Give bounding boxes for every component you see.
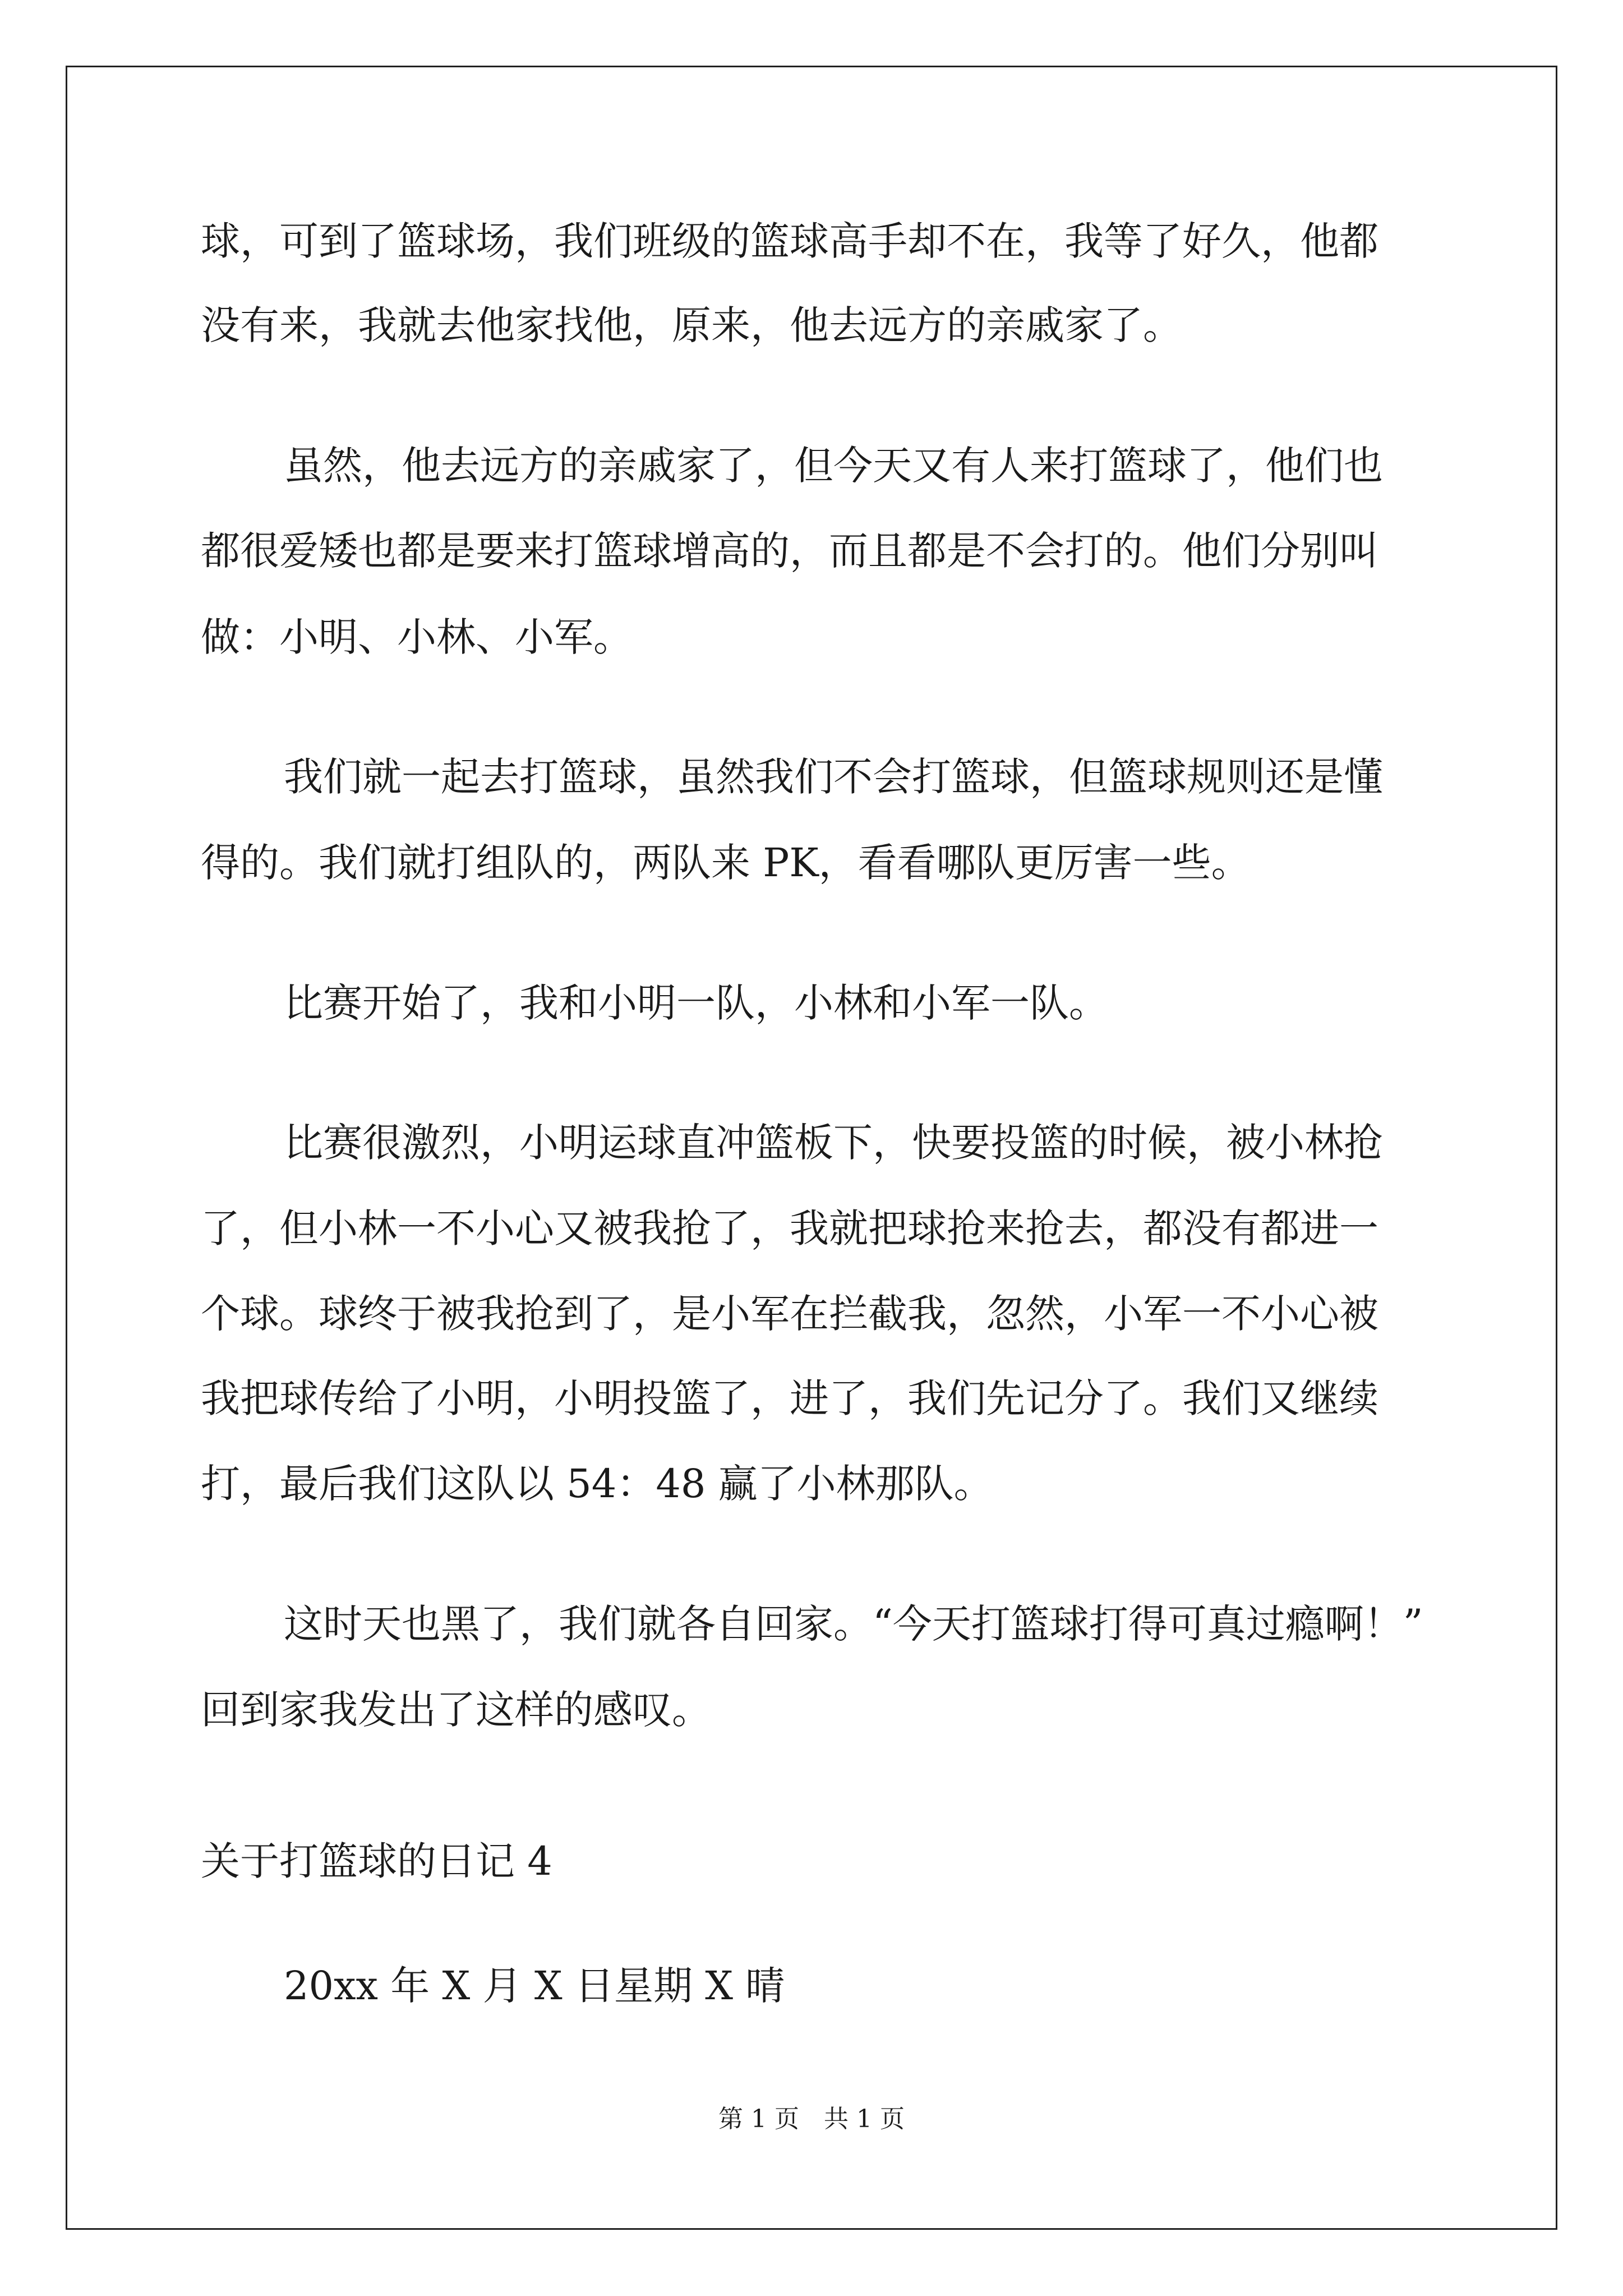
text-line: 得的。我们就打组队的，两队来 PK，看看哪队更厉害一些。 [201, 840, 1251, 886]
text-line: 比赛开始了，我和小明一队，小林和小军一队。 [284, 980, 1108, 1026]
text-line: 个球。球终于被我抢到了，是小军在拦截我，忽然，小军一不小心被 [201, 1291, 1378, 1337]
text-line: 比赛很激烈，小明运球直冲篮板下，快要投篮的时候，被小林抢 [284, 1120, 1383, 1166]
text-line: 虽然，他去远方的亲戚家了，但今天又有人来打篮球了，他们也 [284, 443, 1383, 489]
text-line: 我们就一起去打篮球，虽然我们不会打篮球，但篮球规则还是懂 [284, 754, 1383, 800]
section-heading: 关于打篮球的日记 4 [201, 1838, 552, 1884]
text-line: 没有来，我就去他家找他，原来，他去远方的亲戚家了。 [201, 302, 1182, 348]
text-line: 我把球传给了小明，小明投篮了，进了，我们先记分了。我们又继续 [201, 1375, 1378, 1421]
text-line: 了，但小林一不小心又被我抢了，我就把球抢来抢去，都没有都进一 [201, 1205, 1378, 1251]
page-footer: 第 1 页 共 1 页 [718, 2105, 905, 2133]
text-line: 都很爱矮也都是要来打篮球增高的，而且都是不会打的。他们分别叫 [201, 528, 1378, 574]
text-line: 做：小明、小林、小军。 [201, 614, 633, 660]
text-line: 球，可到了篮球场，我们班级的篮球高手却不在，我等了好久，他都 [201, 218, 1378, 264]
text-line: 打，最后我们这队以 54：48 赢了小林那队。 [201, 1461, 993, 1507]
date-line: 20xx 年 X 月 X 日星期 X 晴 [284, 1963, 785, 2009]
text-line: 回到家我发出了这样的感叹。 [201, 1687, 711, 1733]
text-line: 这时天也黑了，我们就各自回家。“今天打篮球打得可真过瘾啊！” [284, 1601, 1423, 1647]
